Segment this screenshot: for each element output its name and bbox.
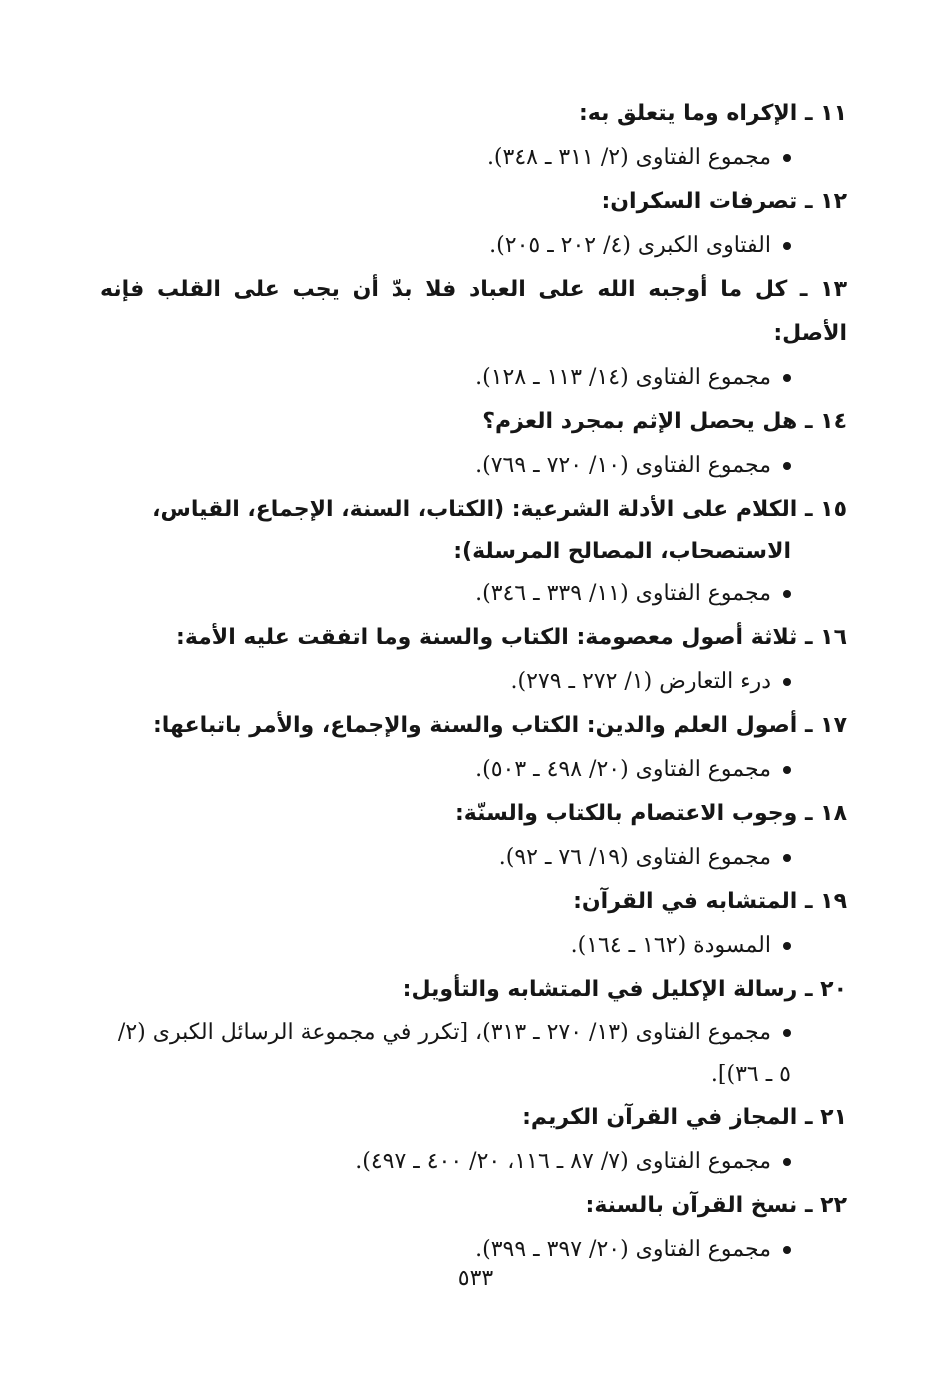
entry-heading: ١٢ ـ تصرفات السكران: <box>601 189 847 214</box>
entry-heading: ٢١ ـ المجاز في القرآن الكريم: <box>522 1105 847 1130</box>
entry-reference <box>100 356 847 400</box>
entry-reference <box>100 224 847 268</box>
reference-text: الفتاوى الكبرى (٤/ ٢٠٢ ـ ٢٠٥). <box>489 233 771 258</box>
entry-15 <box>100 488 847 616</box>
entry-reference <box>100 444 847 488</box>
entry-reference <box>100 660 847 704</box>
entry-reference <box>100 748 847 792</box>
bullet-icon <box>783 590 791 598</box>
bullet-icon <box>783 854 791 862</box>
entry-17 <box>100 704 847 792</box>
entry-19 <box>100 880 847 968</box>
entry-heading-line2: الاستصحاب، المصالح المرسلة): <box>453 539 791 564</box>
entry-22 <box>100 1184 847 1272</box>
entry-heading: ١٦ ـ ثلاثة أصول معصومة: الكتاب والسنة وما اتفقت عليه الأمة: <box>176 625 847 650</box>
bullet-icon <box>783 242 791 250</box>
entry-heading: ١٩ ـ المتشابه في القرآن: <box>573 889 847 914</box>
entry-reference <box>100 1012 847 1096</box>
entry-reference <box>100 924 847 968</box>
entry-heading: ١١ ـ الإكراه وما يتعلق به: <box>578 101 847 126</box>
page-number: ٥٣٣ <box>457 1266 494 1291</box>
entry-heading-line1: ١٥ ـ الكلام على الأدلة الشرعية: (الكتاب، السنة، الإجماع، القياس، <box>152 497 847 522</box>
bullet-icon <box>783 1246 791 1254</box>
entry-heading: ١٣ ـ كل ما أوجبه الله على العباد فلا بدّ أن يجب على القلب فإنه الأصل: <box>100 277 847 346</box>
entry-heading: ٢٢ ـ نسخ القرآن بالسنة: <box>585 1193 847 1218</box>
entry-20 <box>100 968 847 1096</box>
entry-heading: ١٤ ـ هل يحصل الإثم بمجرد العزم؟ <box>482 409 847 434</box>
entry-16 <box>100 616 847 704</box>
entry-reference <box>100 572 847 616</box>
reference-text: مجموع الفتاوى (١٣/ ٢٧٠ ـ ٣١٣)، [تكرر في مجموعة الرسائل الكبرى (٢/ ٥ ـ ٣٦)]. <box>117 1020 791 1087</box>
entry-heading: ٢٠ ـ رسالة الإكليل في المتشابه والتأويل: <box>402 977 847 1002</box>
entry-21 <box>100 1096 847 1184</box>
bullet-icon <box>783 678 791 686</box>
entry-heading <box>100 488 847 572</box>
entry-18 <box>100 792 847 880</box>
reference-text: مجموع الفتاوى (١٩/ ٧٦ ـ ٩٢). <box>498 845 771 870</box>
bullet-icon <box>783 462 791 470</box>
entry-14 <box>100 400 847 488</box>
reference-text: مجموع الفتاوى (٢٠/ ٤٩٨ ـ ٥٠٣). <box>475 757 771 782</box>
bullet-icon <box>783 1029 791 1037</box>
entry-reference <box>100 1140 847 1184</box>
reference-text: مجموع الفتاوى (٢٠/ ٣٩٧ ـ ٣٩٩). <box>475 1237 771 1262</box>
reference-text: مجموع الفتاوى (١١/ ٣٣٩ ـ ٣٤٦). <box>475 581 771 606</box>
bullet-icon <box>783 154 791 162</box>
entry-13 <box>100 268 847 400</box>
bullet-icon <box>783 374 791 382</box>
page-body <box>100 92 847 1272</box>
reference-text: درء التعارض (١/ ٢٧٢ ـ ٢٧٩). <box>510 669 771 694</box>
bullet-icon <box>783 766 791 774</box>
entry-reference <box>100 836 847 880</box>
entry-heading: ١٧ ـ أصول العلم والدين: الكتاب والسنة والإجماع، والأمر باتباعها: <box>152 713 847 738</box>
reference-text: مجموع الفتاوى (١٠/ ٧٢٠ ـ ٧٦٩). <box>475 453 771 478</box>
bullet-icon <box>783 942 791 950</box>
entry-reference <box>100 136 847 180</box>
entry-12 <box>100 180 847 268</box>
entry-heading: ١٨ ـ وجوب الاعتصام بالكتاب والسنّة: <box>454 801 847 826</box>
reference-text: المسودة (١٦٢ ـ ١٦٤). <box>570 933 771 958</box>
entry-11 <box>100 92 847 180</box>
bullet-icon <box>783 1158 791 1166</box>
reference-text: مجموع الفتاوى (٢/ ٣١١ ـ ٣٤٨). <box>486 145 771 170</box>
reference-text: مجموع الفتاوى (٧/ ٨٧ ـ ١١٦، ٢٠/ ٤٠٠ ـ ٤٩٧). <box>355 1149 771 1174</box>
reference-text: مجموع الفتاوى (١٤/ ١١٣ ـ ١٢٨). <box>475 365 771 390</box>
